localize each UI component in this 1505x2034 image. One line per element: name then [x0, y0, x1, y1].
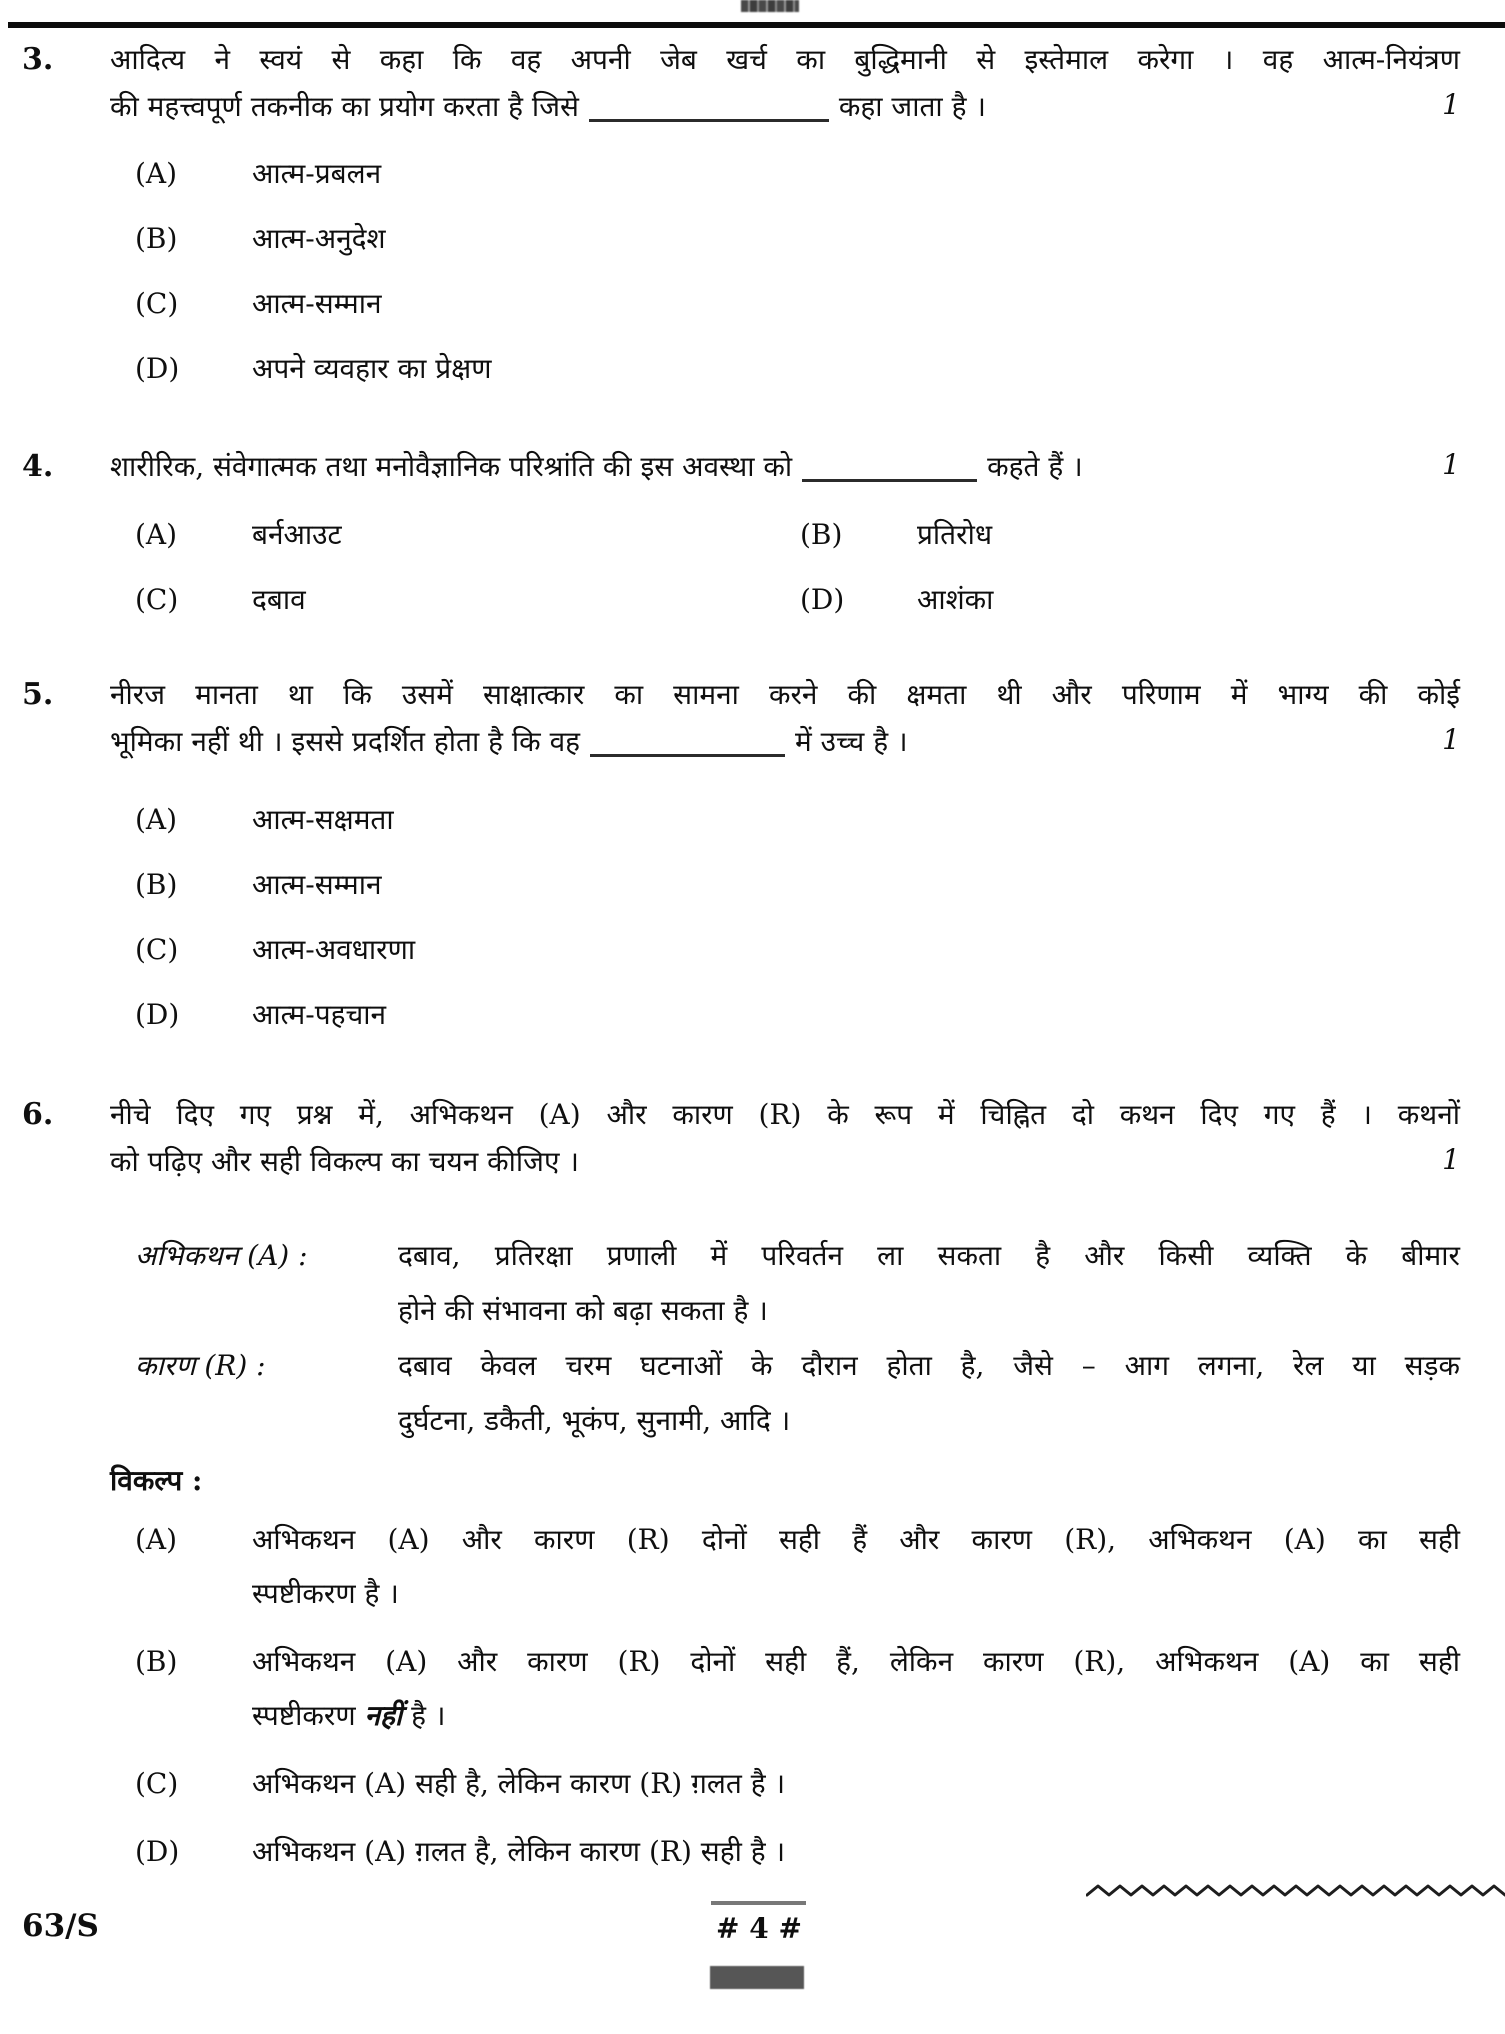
option-row: [110, 284, 1460, 324]
option-row: [110, 1513, 1460, 1621]
question-text-post-blank: कहते हैं ।: [987, 450, 1083, 483]
option-letter: (D): [135, 1835, 180, 1868]
question-text-pre-blank: शारीरिक, संवेगात्मक तथा मनोवैज्ञानिक परिश्रांति की इस अवस्था को: [110, 450, 793, 483]
question-body: [110, 443, 1460, 645]
reason-row: [110, 1338, 1460, 1448]
option-text-emphasis: नहीं: [364, 1699, 403, 1732]
option-text-line: स्पष्टीकरण है ।: [252, 1577, 399, 1610]
assertion-row: [110, 1228, 1460, 1338]
assertion-text: [398, 1228, 1460, 1338]
question-4: [0, 443, 1505, 645]
paper-code: 63/S: [22, 1908, 99, 1944]
question-number: 5.: [22, 677, 54, 712]
option-row: [110, 515, 800, 555]
blank-line: [589, 104, 829, 122]
assertion-text-line: होने की संभावना को बढ़ा सकता है ।: [398, 1294, 768, 1327]
option-label: दबाव: [252, 583, 306, 616]
option-text-line: अभिकथन (A) ग़लत है, लेकिन कारण (R) सही है ।: [252, 1835, 786, 1868]
option-label: आत्म-सम्मान: [252, 287, 382, 320]
squiggle-line: [1086, 1878, 1505, 1908]
question-text: को पढ़िए और सही विकल्प का चयन कीजिए ।: [110, 1145, 579, 1178]
option-letter: (C): [135, 933, 179, 966]
option-label: आत्म-अनुदेश: [252, 222, 386, 255]
option-letter: (B): [135, 1645, 178, 1678]
option-row: [110, 219, 1460, 259]
question-text-pre-blank: की महत्त्वपूर्ण तकनीक का प्रयोग करता है जिसे: [110, 90, 579, 123]
assertion-text-line: दबाव, प्रतिरक्षा प्रणाली में परिवर्तन ला सकता है और किसी व्यक्ति के बीमार: [398, 1239, 1460, 1272]
option-letter: (B): [800, 518, 843, 551]
marks: 1: [1442, 1143, 1460, 1176]
option-row: [110, 930, 1460, 970]
option-text-line: [252, 1689, 1460, 1743]
question-text-post-blank: में उच्च है ।: [795, 725, 908, 758]
option-row: [800, 515, 1460, 555]
marks: 1: [1442, 88, 1460, 121]
marks: 1: [1442, 723, 1460, 756]
option-text-line: अभिकथन (A) सही है, लेकिन कारण (R) ग़लत है ।: [252, 1767, 786, 1800]
option-label: आत्म-सम्मान: [252, 868, 382, 901]
option-label: अपने व्यवहार का प्रेक्षण: [252, 352, 492, 385]
option-label: आत्म-अवधारणा: [252, 933, 416, 966]
option-row: [110, 865, 1460, 905]
option-letter: (B): [135, 868, 178, 901]
question-body: [110, 36, 1460, 389]
option-row: [800, 580, 1460, 620]
option-row: [110, 800, 1460, 840]
reason-text: [398, 1338, 1460, 1448]
reason-label: कारण (R) :: [135, 1349, 266, 1382]
option-row: [110, 580, 800, 620]
option-text-line: अभिकथन (A) और कारण (R) दोनों सही हैं, लेकिन कारण (R), अभिकथन (A) का सही: [252, 1645, 1460, 1678]
option-row: [110, 1635, 1460, 1743]
option-label: आशंका: [917, 583, 994, 616]
question-text-line: [110, 718, 1460, 765]
option-letter: (D): [135, 998, 180, 1031]
question-number: 3.: [22, 42, 54, 77]
option-label: बर्नआउट: [252, 518, 342, 551]
question-text-line: नीचे दिए गए प्रश्न में, अभिकथन (A) और कारण (R) के रूप में चिह्नित दो कथन दिए गए हैं । कथनों: [110, 1098, 1460, 1131]
question-body: [110, 671, 1460, 1035]
option-label: आत्म-प्रबलन: [252, 157, 382, 190]
option-label: [252, 1513, 1460, 1621]
options-heading: विकल्प :: [110, 1464, 203, 1497]
blank-line: [590, 739, 785, 757]
question-text-line: आदित्य ने स्वयं से कहा कि वह अपनी जेब खर्च का बुद्धिमानी से इस्तेमाल करेगा । वह आत्म-नियंत्रण: [110, 43, 1460, 76]
header-artifact: [741, 0, 799, 12]
option-letter: (A): [135, 1523, 178, 1556]
option-row: [110, 1757, 1460, 1811]
option-row: [110, 154, 1460, 194]
page-number: # 4 #: [716, 1912, 802, 1945]
question-number: 4.: [22, 449, 54, 484]
option-row: [110, 349, 1460, 389]
blank-line: [802, 464, 977, 482]
options-list: [110, 1513, 1460, 1879]
option-label: आत्म-सक्षमता: [252, 803, 394, 836]
option-letter: (A): [135, 803, 178, 836]
option-label: [252, 1757, 1460, 1811]
option-text: स्पष्टीकरण: [252, 1699, 365, 1732]
question-text-line: [110, 443, 1460, 490]
option-text: है ।: [402, 1699, 446, 1732]
option-letter: (D): [800, 583, 845, 616]
option-label: आत्म-पहचान: [252, 998, 387, 1031]
question-6: [0, 1091, 1505, 1893]
question-3: [0, 36, 1505, 414]
option-label: प्रतिरोध: [917, 518, 993, 551]
option-letter: (A): [135, 157, 178, 190]
option-letter: (C): [135, 583, 179, 616]
option-label: [252, 1635, 1460, 1743]
reason-text-line: दुर्घटना, डकैती, भूकंप, सुनामी, आदि ।: [398, 1404, 791, 1437]
question-text-pre-blank: भूमिका नहीं थी । इससे प्रदर्शित होता है कि वह: [110, 725, 581, 758]
top-rule: [8, 22, 1505, 28]
option-letter: (D): [135, 352, 180, 385]
option-letter: (B): [135, 222, 178, 255]
marks: 1: [1442, 448, 1460, 481]
option-letter: (C): [135, 1767, 179, 1800]
reason-text-line: दबाव केवल चरम घटनाओं के दौरान होता है, जैसे – आग लगना, रेल या सड़क: [398, 1349, 1460, 1382]
option-letter: (C): [135, 287, 179, 320]
question-text-line: [110, 83, 1460, 130]
assertion-label: अभिकथन (A) :: [135, 1239, 308, 1272]
option-letter: (A): [135, 518, 178, 551]
assertion-reason-block: [110, 1228, 1460, 1448]
question-text-post-blank: कहा जाता है ।: [838, 90, 986, 123]
options-list: [110, 154, 1460, 389]
option-label: [252, 1825, 1460, 1879]
option-text-line: अभिकथन (A) और कारण (R) दोनों सही हैं और कारण (R), अभिकथन (A) का सही: [252, 1523, 1460, 1556]
question-text-line: नीरज मानता था कि उसमें साक्षात्कार का सामना करने की क्षमता थी और परिणाम में भाग्य की कोई: [110, 678, 1460, 711]
question-5: [0, 671, 1505, 1060]
options-grid: [110, 515, 1460, 645]
question-text-line: [110, 1138, 1460, 1185]
footer-ink-block: [710, 1966, 804, 1989]
footer-separator-line: [711, 1901, 806, 1905]
option-row: [110, 995, 1460, 1035]
options-list: [110, 800, 1460, 1035]
question-number: 6.: [22, 1097, 54, 1132]
question-body: [110, 1091, 1460, 1879]
option-row: [110, 1825, 1460, 1879]
